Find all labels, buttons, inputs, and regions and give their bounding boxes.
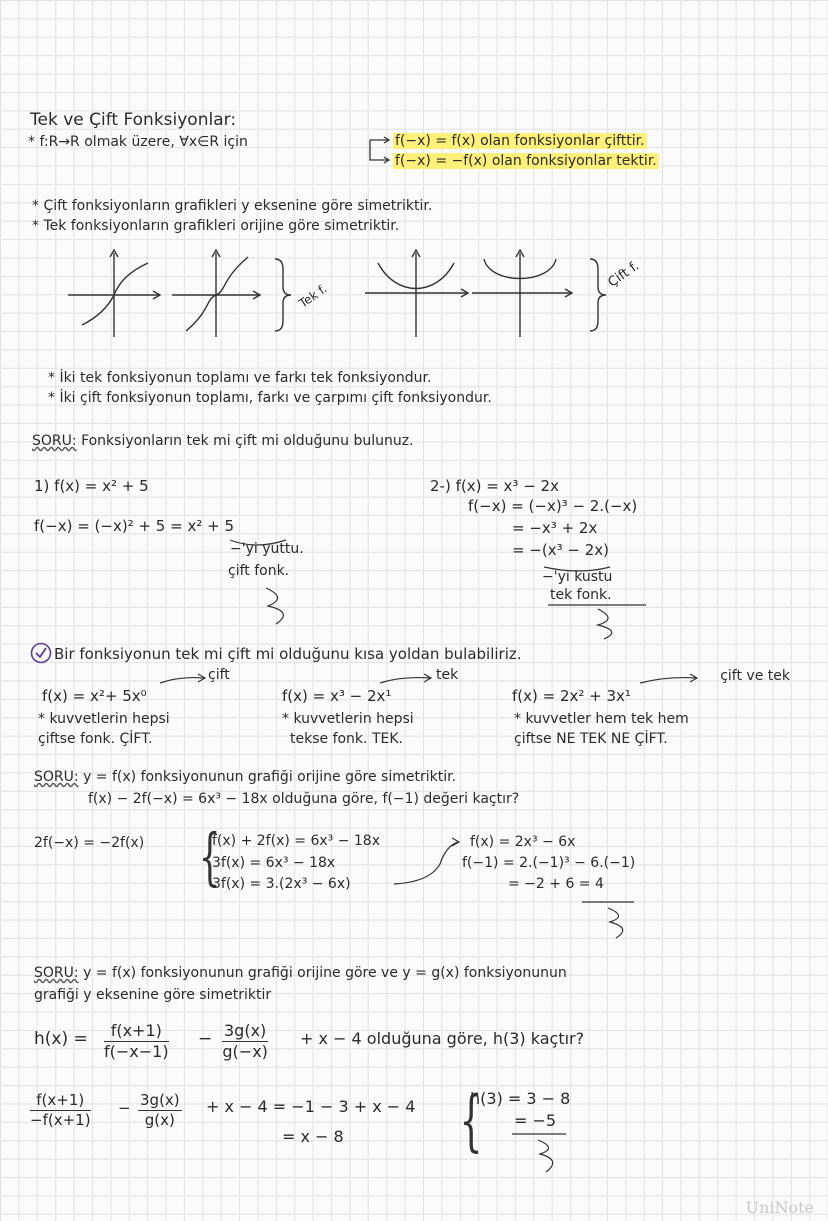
soru2-line-1: [34, 770, 456, 785]
even-symmetry-text: * Çift fonksiyonların grafikleri y eksenine göre simetriktir.: [32, 198, 433, 214]
shortcut-tag-3: çift ve tek: [720, 668, 790, 684]
soru2-result-1: f(x) = 2x³ − 6x: [470, 834, 576, 850]
work-minus: −: [118, 1099, 131, 1117]
ex2-line-2: = −x³ + 2x: [512, 519, 598, 537]
rule-odd: [393, 154, 659, 169]
soru3-line-1: [34, 966, 567, 981]
h3-line: h(3) = 3 − 8: [470, 1089, 571, 1108]
graphs-sketch: [60, 245, 660, 345]
shortcut-case-2-function: f(x) = x³ − 2x¹: [282, 687, 392, 705]
work-fraction-1-denominator: −f(x+1): [30, 1110, 91, 1129]
shortcut-tag-1: çift: [208, 667, 230, 683]
soru3-line-2: grafiği y eksenine göre simetriktir: [34, 987, 272, 1003]
ex1-line: f(−x) = (−x)² + 5 = x² + 5: [34, 517, 234, 535]
soru2-step-1: f(x) + 2f(x) = 6x³ − 18x: [212, 833, 380, 849]
h-fraction-1-numerator: f(x+1): [104, 1022, 169, 1042]
ex1-marks: [226, 536, 296, 626]
odd-graph-1: [68, 250, 160, 337]
even-graphs-label: Çift f.: [605, 258, 642, 291]
work-tail: + x − 4 = −1 − 3 + x − 4: [206, 1097, 416, 1116]
odd-symmetry-text: * Tek fonksiyonların grafikleri orijine göre simetriktir.: [32, 218, 400, 234]
h-fraction-2-denominator: g(−x): [222, 1041, 268, 1061]
h3-result: = −5: [514, 1111, 557, 1130]
soru2-label: SORU:: [34, 769, 79, 785]
h-fraction-2-numerator: 3g(x): [224, 1021, 267, 1040]
shortcut-case-3-function: f(x) = 2x² + 3x¹: [512, 687, 631, 705]
check-circle-icon: [30, 642, 52, 664]
h-fraction-1: [104, 1022, 169, 1060]
rule-odd-text: f(−x) = −f(x) olan fonksiyonlar tektir.: [395, 153, 657, 169]
work-fraction-1-numerator: f(x+1): [30, 1092, 91, 1111]
ex2-line-3: = −(x³ − 2x): [512, 541, 610, 559]
work-fraction-2-numerator: 3g(x): [140, 1091, 180, 1109]
ex2-note-1: −'yi kustu: [542, 569, 613, 585]
soru3-text-1: y = f(x) fonksiyonunun grafiği orijine göre ve y = g(x) fonksiyonunun: [83, 965, 567, 981]
soru3-brace: {: [459, 1082, 483, 1159]
watermark-logo: UniNote: [745, 1198, 814, 1217]
soru2-brace: {: [198, 820, 221, 893]
soru2-step-3: 3f(x) = 3.(2x³ − 6x): [212, 876, 351, 892]
odd-graph-2: [172, 250, 260, 337]
soru3-label: SORU:: [34, 965, 79, 981]
soru2-marks: [580, 898, 640, 942]
shortcut-tag-2: tek: [436, 667, 459, 683]
soru3-marks: [508, 1130, 578, 1180]
h-definition-tail: + x − 4 olduğuna göre, h(3) kaçtır?: [300, 1029, 585, 1048]
work-fraction-2: [138, 1092, 182, 1128]
ex2-marks: [540, 563, 650, 639]
property-even-sum: * İki çift fonksiyonun toplamı, farkı ve çarpımı çift fonksiyondur.: [48, 390, 492, 406]
soru2-flow-arrow: [390, 836, 470, 892]
shortcut-case-1-note-2: çiftse fonk. ÇİFT.: [38, 731, 153, 747]
work-result: = x − 8: [282, 1127, 344, 1146]
page-title: Tek ve Çift Fonksiyonlar:: [30, 110, 237, 130]
h-fraction-2: [222, 1022, 268, 1060]
branch-arrows: [360, 136, 394, 166]
ex1-note-1: −'yi yuttu.: [230, 541, 304, 557]
soru1: [32, 434, 414, 449]
soru2-step-2: 3f(x) = 6x³ − 18x: [212, 855, 336, 871]
even-graph-1: [365, 250, 468, 337]
rule-even-text: f(−x) = f(x) olan fonksiyonlar çifttir.: [395, 133, 645, 149]
soru1-label: SORU:: [32, 433, 77, 449]
soru1-text: Fonksiyonların tek mi çift mi olduğunu bulunuz.: [81, 433, 414, 449]
work-fraction-2-denominator: g(x): [144, 1110, 175, 1129]
soru2-text-1: y = f(x) fonksiyonunun grafiği orijine göre simetriktir.: [83, 769, 457, 785]
work-fraction-1: [30, 1092, 91, 1128]
shortcut-case-3-note-2: çiftse NE TEK NE ÇİFT.: [514, 731, 668, 747]
definition-condition: * f:R→R olmak üzere, ∀x∈R için: [28, 134, 248, 150]
h-definition-label: h(x) =: [34, 1029, 88, 1049]
h-fraction-1-denominator: f(−x−1): [104, 1041, 169, 1061]
shortcut-case-2-note-1: * kuvvetlerin hepsi: [282, 711, 414, 727]
ex2-head: 2-) f(x) = x³ − 2x: [430, 477, 559, 495]
shortcut-case-1-note-1: * kuvvetlerin hepsi: [38, 711, 170, 727]
even-graph-2: [472, 250, 572, 337]
soru2-line-2: f(x) − 2f(−x) = 6x³ − 18x olduğuna göre, f(−1) değeri kaçtır?: [88, 791, 520, 807]
shortcut-text: Bir fonksiyonun tek mi çift mi olduğunu kısa yoldan bulabiliriz.: [54, 645, 522, 663]
soru2-result-2: f(−1) = 2.(−1)³ − 6.(−1): [462, 855, 636, 871]
ex1-note-2: çift fonk.: [228, 563, 290, 579]
shortcut-case-1-function: f(x) = x²+ 5x⁰: [42, 687, 147, 705]
ex2-line-1: f(−x) = (−x)³ − 2.(−x): [468, 497, 638, 515]
soru2-step-0: 2f(−x) = −2f(x): [34, 835, 145, 851]
odd-graphs-label: Tek f.: [296, 281, 330, 311]
soru2-result-3: = −2 + 6 = 4: [508, 876, 604, 892]
ex1-head: 1) f(x) = x² + 5: [34, 477, 149, 495]
shortcut-case-3-note-1: * kuvvetler hem tek hem: [514, 711, 689, 727]
ex2-note-2: tek fonk.: [550, 587, 612, 603]
shortcut-case-2-note-2: tekse fonk. TEK.: [290, 731, 403, 747]
property-odd-sum: * İki tek fonksiyonun toplamı ve farkı tek fonksiyondur.: [48, 370, 432, 386]
rule-even: [393, 134, 647, 149]
h-minus: −: [198, 1029, 213, 1049]
